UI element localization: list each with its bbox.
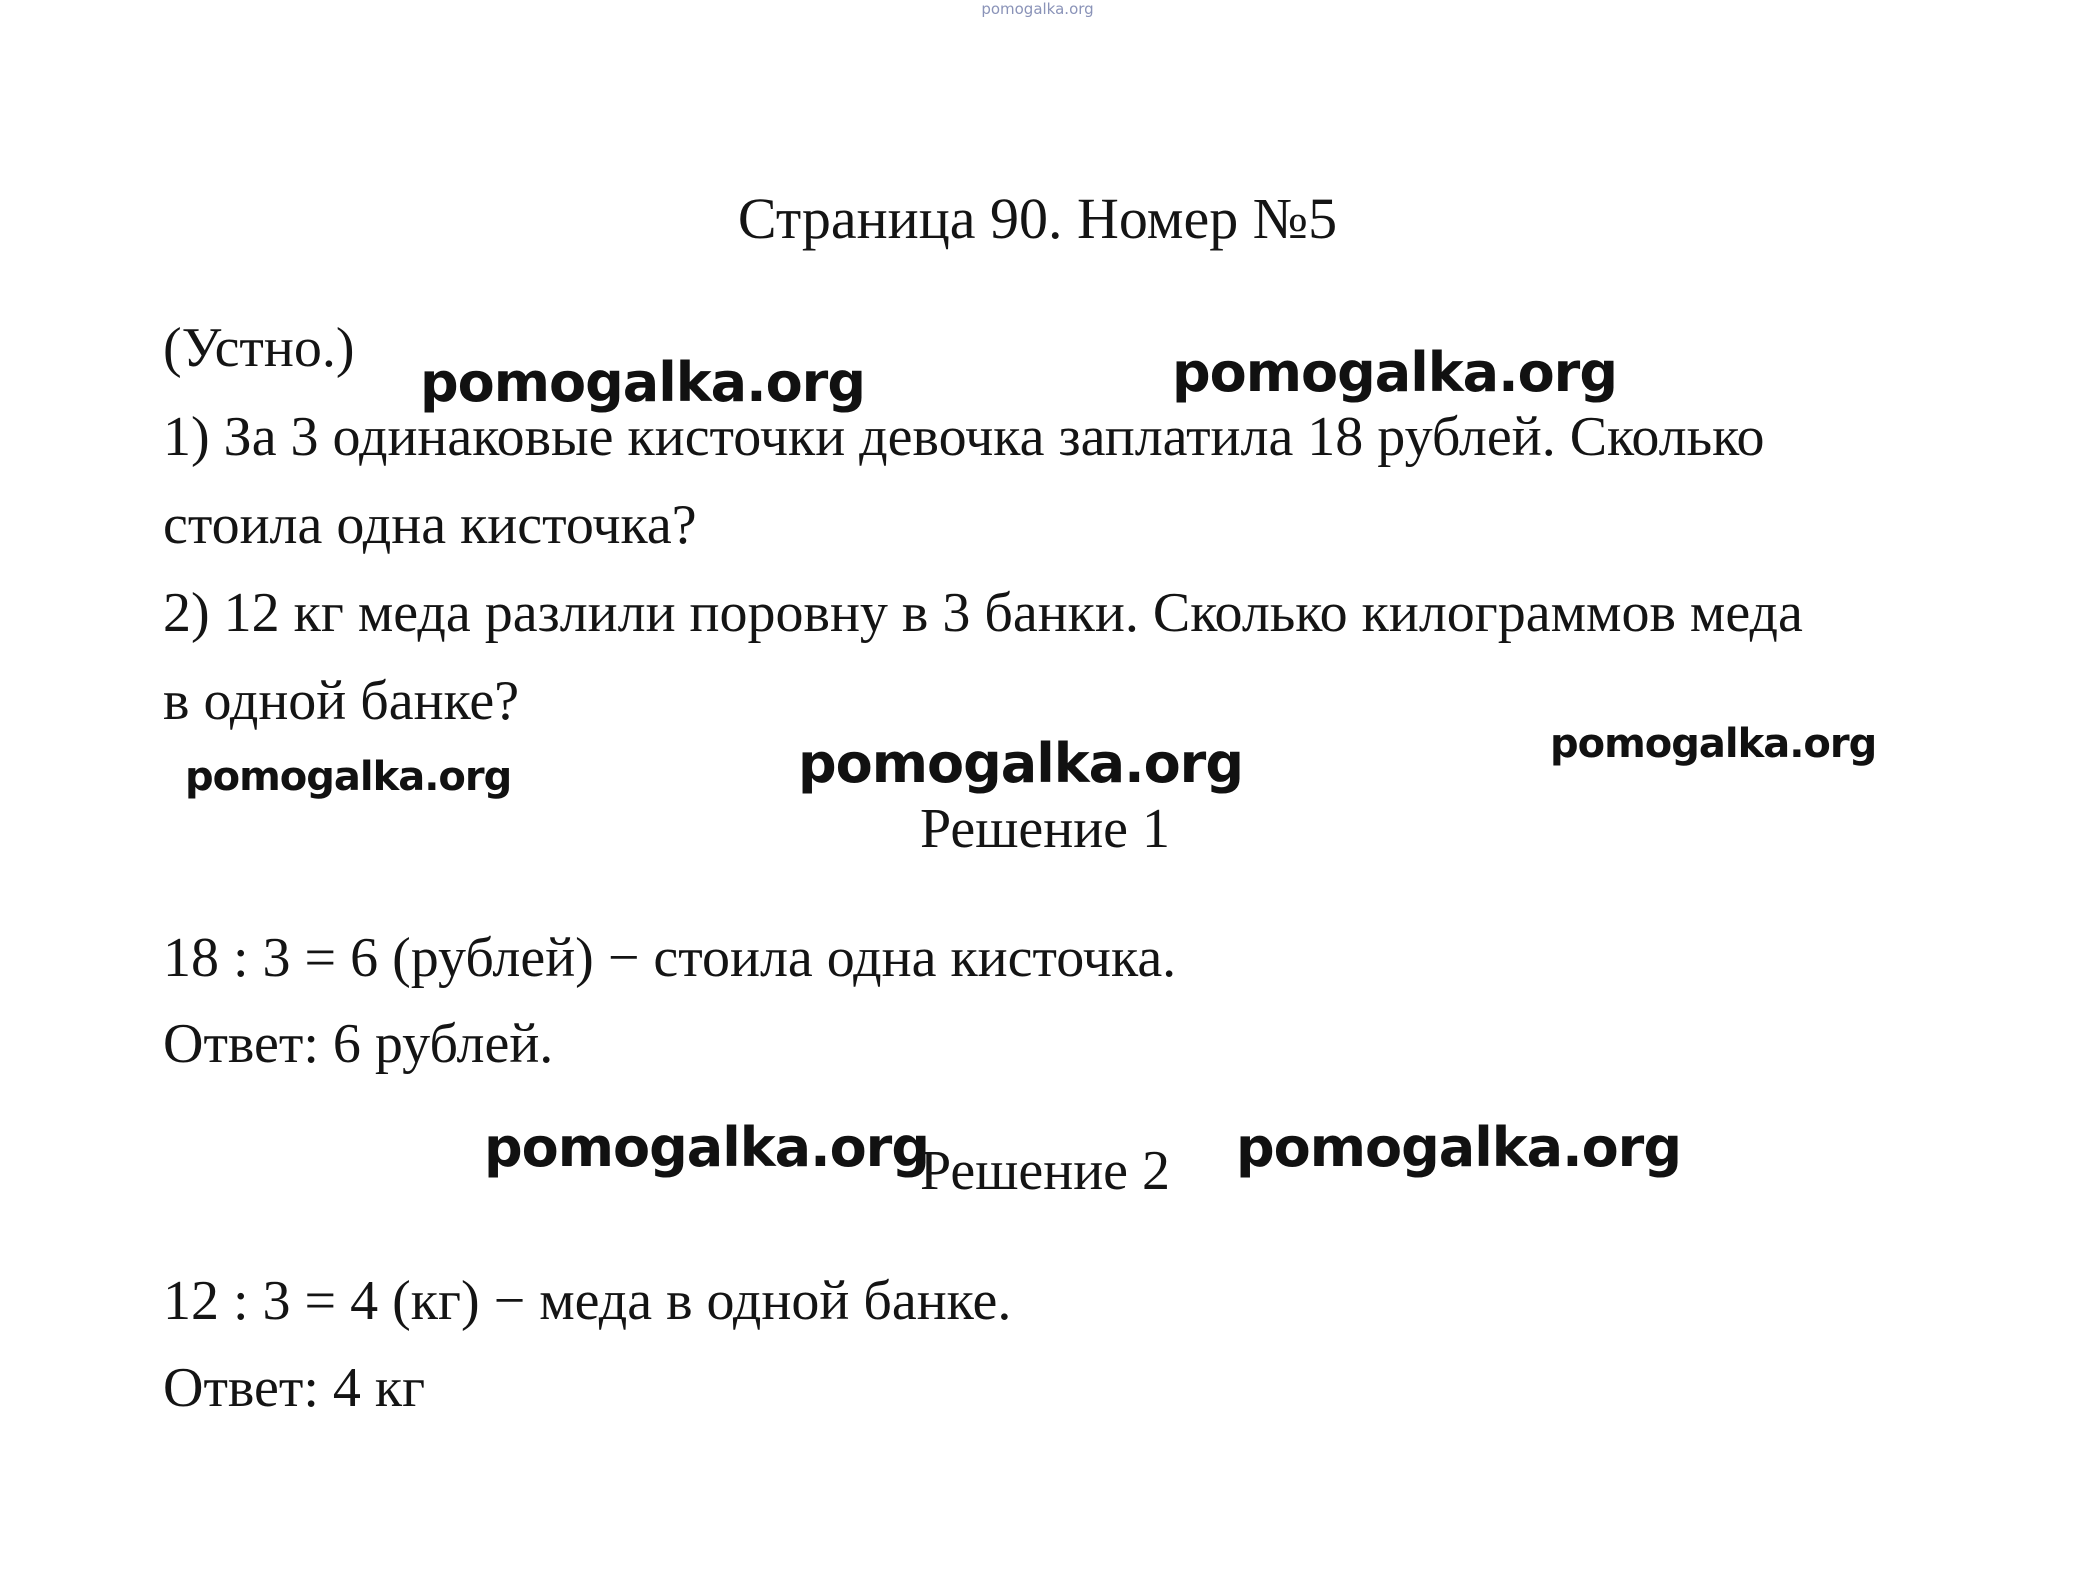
- watermark: pomogalka.org: [1236, 1116, 1681, 1179]
- page-title: Страница 90. Номер №5: [737, 186, 1338, 251]
- task-1-line-2: стоила одна кисточка?: [163, 494, 697, 556]
- watermark: pomogalka.org: [420, 351, 865, 414]
- task-2-line-2: в одной банке?: [163, 670, 520, 732]
- watermark: pomogalka.org: [798, 732, 1243, 795]
- oral-label: (Устно.): [163, 317, 355, 379]
- solution-2-heading: Решение 2: [920, 1140, 1171, 1202]
- watermark-top: pomogalka.org: [981, 0, 1094, 18]
- watermark: pomogalka.org: [484, 1116, 929, 1179]
- watermark: pomogalka.org: [1550, 721, 1877, 767]
- solution-1-heading: Решение 1: [920, 798, 1171, 860]
- solution-2-calc: 12 : 3 = 4 (кг) − меда в одной банке.: [163, 1270, 1012, 1332]
- solution-2-answer: Ответ: 4 кг: [163, 1357, 426, 1419]
- solution-1-calc: 18 : 3 = 6 (рублей) − стоила одна кисточка.: [163, 927, 1177, 989]
- watermark: pomogalka.org: [1172, 341, 1617, 404]
- task-1-line-1: 1) За 3 одинаковые кисточки девочка заплатила 18 рублей. Сколько: [163, 406, 1765, 468]
- task-2-line-1: 2) 12 кг меда разлили поровну в 3 банки. Сколько килограммов меда: [163, 582, 1803, 644]
- watermark: pomogalka.org: [185, 754, 512, 800]
- solution-1-answer: Ответ: 6 рублей.: [163, 1013, 554, 1075]
